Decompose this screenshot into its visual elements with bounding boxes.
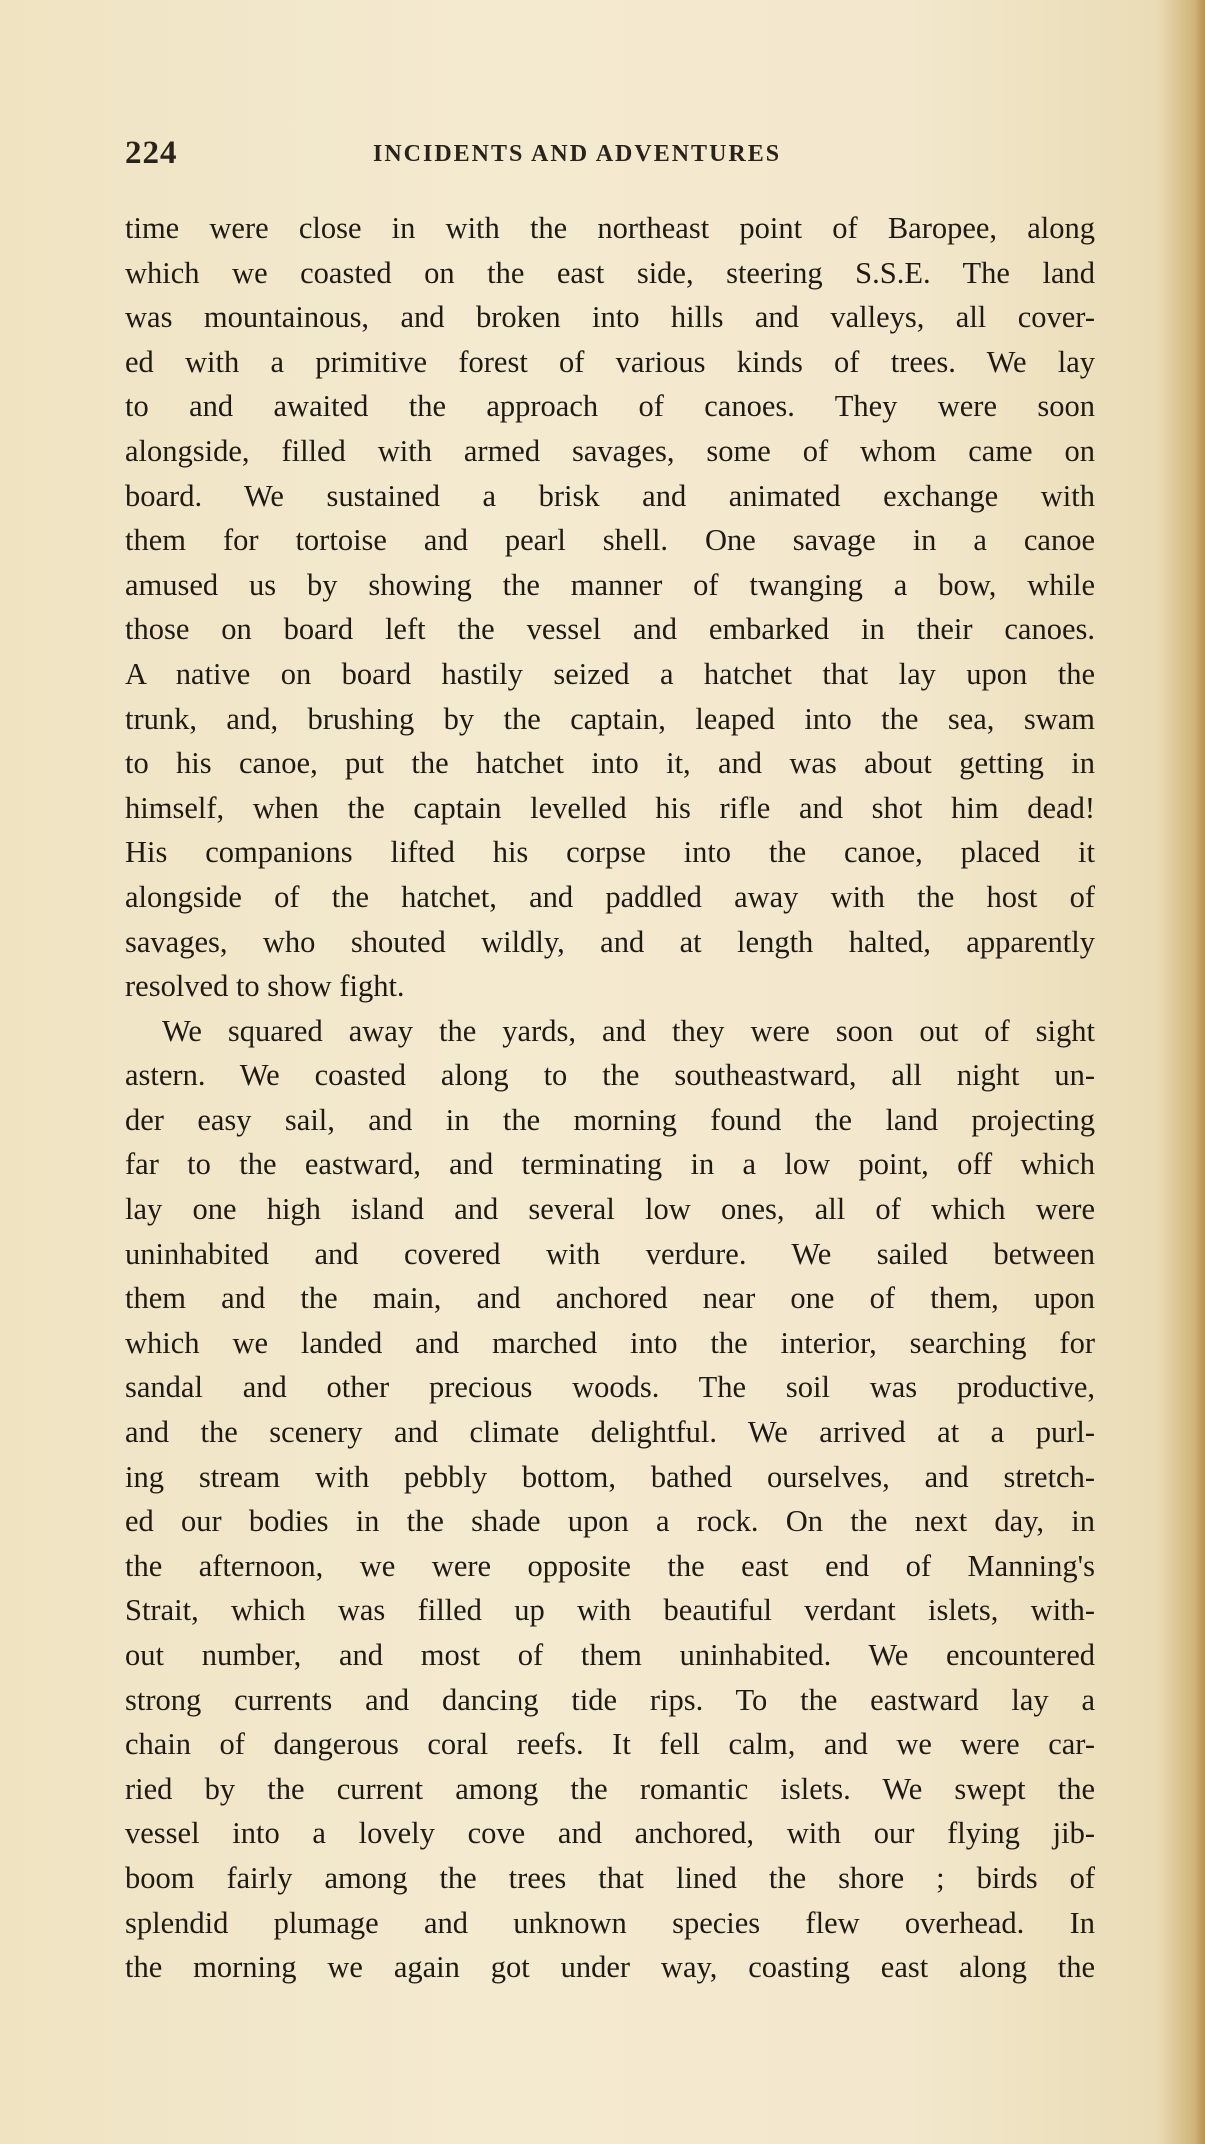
text-line: boom fairly among the trees that lined the shore ; birds of (125, 1860, 1095, 1895)
text-line: chain of dangerous coral reefs. It fell calm, and we were car- (125, 1727, 1095, 1762)
text-line: strong currents and dancing tide rips. To the eastward lay a (125, 1682, 1095, 1717)
text-line: alongside, filled with armed savages, some of whom came on (125, 433, 1095, 468)
paragraph-end-line: resolved to show fight. (125, 969, 405, 1004)
text-line: which we landed and marched into the interior, searching for (125, 1325, 1095, 1360)
text-line: time were close in with the northeast point of Baropee, along (125, 211, 1095, 245)
text-line: His companions lifted his corpse into the canoe, placed it (125, 835, 1095, 870)
text-line: which we coasted on the east side, steering S.S.E. The land (125, 255, 1095, 290)
text-line: them for tortoise and pearl shell. One savage in a canoe (125, 523, 1095, 558)
text-line: trunk, and, brushing by the captain, leaped into the sea, swam (125, 701, 1095, 736)
paragraph-start-line: We squared away the yards, and they were soon out of sight (162, 1013, 1095, 1048)
text-line: alongside of the hatchet, and paddled away with the host of (125, 879, 1095, 914)
text-line: out number, and most of them uninhabited. We encountered (125, 1638, 1095, 1672)
text-line: lay one high island and several low ones, all of which were (125, 1192, 1095, 1227)
text-line: uninhabited and covered with verdure. We sailed between (125, 1236, 1095, 1271)
text-line: Strait, which was filled up with beautiful verdant islets, with- (125, 1593, 1095, 1628)
text-line: to his canoe, put the hatchet into it, and was about getting in (125, 746, 1095, 781)
page-number: 224 (125, 135, 178, 171)
text-line: A native on board hastily seized a hatchet that lay upon the (125, 656, 1095, 691)
text-line: ried by the current among the romantic islets. We swept the (125, 1771, 1095, 1806)
page-edge (1195, 0, 1205, 2144)
text-line: those on board left the vessel and embarked in their canoes. (125, 612, 1095, 647)
text-line: splendid plumage and unknown species flew overhead. In (125, 1905, 1095, 1940)
text-line: and the scenery and climate delightful. We arrived at a purl- (125, 1415, 1095, 1450)
text-line: to and awaited the approach of canoes. They were soon (125, 389, 1095, 424)
text-line: himself, when the captain levelled his rifle and shot him dead! (125, 790, 1095, 825)
text-line: far to the eastward, and terminating in a low point, off which (125, 1147, 1095, 1182)
text-line: them and the main, and anchored near one of them, upon (125, 1281, 1095, 1316)
text-line: ed our bodies in the shade upon a rock. On the next day, in (125, 1504, 1095, 1539)
text-line: amused us by showing the manner of twanging a bow, while (125, 567, 1095, 602)
text-line: the afternoon, we were opposite the east end of Manning's (125, 1548, 1095, 1583)
body-text (125, 206, 1095, 1990)
text-line: astern. We coasted along to the southeastward, all night un- (125, 1058, 1095, 1093)
text-line: was mountainous, and broken into hills and valleys, all cover- (125, 300, 1095, 335)
text-line: der easy sail, and in the morning found the land projecting (125, 1102, 1095, 1137)
running-head (125, 135, 1105, 179)
text-line: board. We sustained a brisk and animated exchange with (125, 478, 1095, 513)
text-line: ing stream with pebbly bottom, bathed ourselves, and stretch- (125, 1459, 1095, 1494)
text-line: vessel into a lovely cove and anchored, with our flying jib- (125, 1816, 1095, 1851)
text-line: ed with a primitive forest of various kinds of trees. We lay (125, 344, 1095, 379)
text-line: savages, who shouted wildly, and at length halted, apparently (125, 924, 1095, 959)
running-title: INCIDENTS AND ADVENTURES (373, 141, 782, 167)
text-line: sandal and other precious woods. The soil was productive, (125, 1370, 1095, 1405)
text-line: the morning we again got under way, coasting east along the (125, 1950, 1095, 1985)
